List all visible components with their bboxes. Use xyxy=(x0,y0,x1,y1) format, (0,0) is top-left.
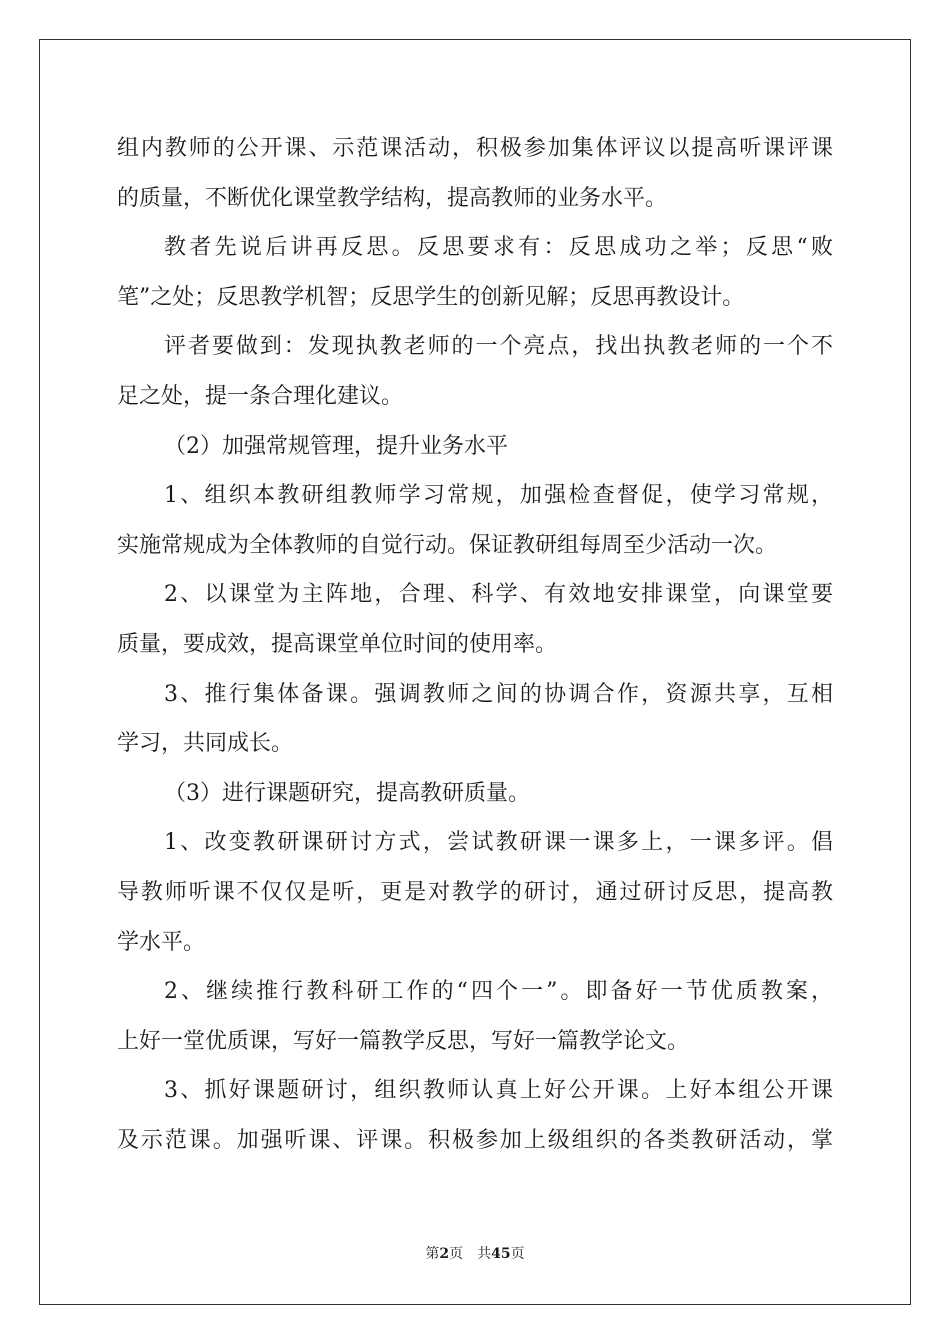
page-number: 2 xyxy=(439,1246,450,1262)
text-line: 教者先说后讲再反思。反思要求有：反思成功之举；反思“败 xyxy=(164,235,833,261)
page-footer xyxy=(0,1244,950,1264)
text-line: 质量，要成效，提高课堂单位时间的使用率。 xyxy=(117,631,558,657)
text-line: 及示范课。加强听课、评课。积极参加上级组织的各类教研活动，掌 xyxy=(117,1127,833,1153)
page-suffix: 页 xyxy=(449,1246,464,1262)
total-pages: 45 xyxy=(491,1246,511,1262)
text-line: 3、抓好课题研讨，组织教师认真上好公开课。上好本组公开课 xyxy=(164,1078,833,1104)
total-suffix: 页 xyxy=(510,1246,525,1262)
text-line: 评者要做到：发现执教老师的一个亮点，找出执教老师的一个不 xyxy=(164,334,833,360)
text-line: 学水平。 xyxy=(117,929,206,955)
text-line: 导教师听课不仅仅是听，更是对教学的研讨，通过研讨反思，提高教 xyxy=(117,879,833,905)
text-line: 的质量，不断优化课堂教学结构，提高教师的业务水平。 xyxy=(117,185,668,211)
text-line: 1、改变教研课研讨方式，尝试教研课一课多上，一课多评。倡 xyxy=(164,830,833,856)
section-heading: （2）加强常规管理，提升业务水平 xyxy=(164,433,508,459)
total-prefix: 共 xyxy=(477,1246,492,1262)
text-line: 实施常规成为全体教师的自觉行动。保证教研组每周至少活动一次。 xyxy=(117,532,778,558)
text-line: 3、推行集体备课。强调教师之间的协调合作，资源共享，互相 xyxy=(164,681,833,707)
text-line: 上好一堂优质课，写好一篇教学反思，写好一篇教学论文。 xyxy=(117,1028,690,1054)
text-line: 足之处，提一条合理化建议。 xyxy=(117,383,404,409)
text-line: 2、以课堂为主阵地，合理、科学、有效地安排课堂，向课堂要 xyxy=(164,582,833,608)
page-prefix: 第 xyxy=(425,1246,440,1262)
text-line: 2、继续推行教科研工作的“四个一”。即备好一节优质教案， xyxy=(164,979,833,1005)
text-line: 学习，共同成长。 xyxy=(117,731,294,757)
text-line: 1、组织本教研组教师学习常规，加强检查督促，使学习常规， xyxy=(164,483,833,509)
document-body xyxy=(117,124,833,1165)
section-heading: （3）进行课题研究，提高教研质量。 xyxy=(164,780,530,806)
text-line: 组内教师的公开课、示范课活动，积极参加集体评议以提高听课评课 xyxy=(117,136,833,161)
text-line: 笔”之处；反思教学机智；反思学生的创新见解；反思再教设计。 xyxy=(117,284,745,310)
